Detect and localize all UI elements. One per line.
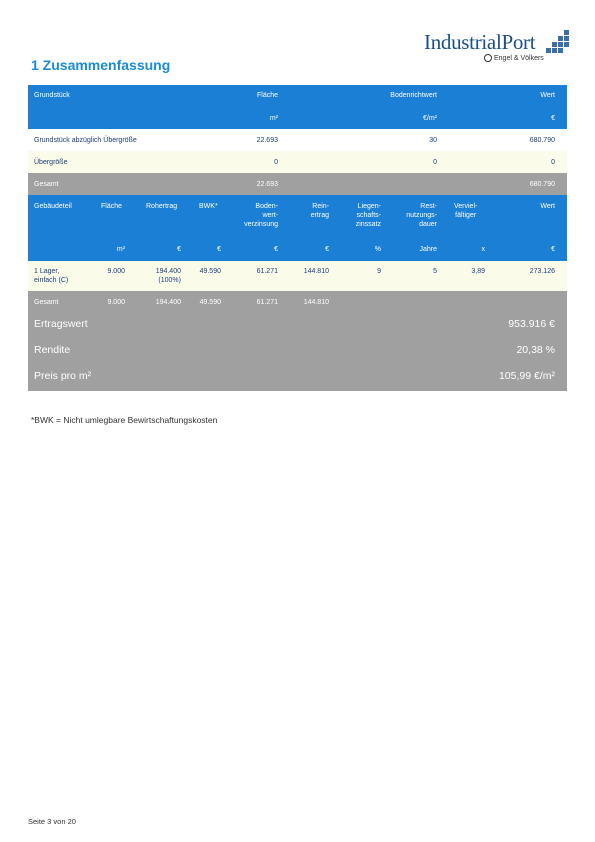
footnote: *BWK = Nicht umlegbare Bewirtschaftungskosten: [31, 415, 218, 425]
row-wert: 0: [551, 159, 555, 166]
unit-bodenrichtwert: €/m²: [423, 115, 437, 122]
unit-reinertrag: €: [325, 246, 329, 253]
row-bwk: 49.590: [199, 268, 221, 275]
row-bodenrichtwert: 0: [433, 159, 437, 166]
section-heading: 1 Zusammenfassung: [31, 57, 171, 73]
col-header-gebaeudeteil: Gebäudeteil: [34, 203, 72, 210]
logo-grid-icon: [545, 30, 569, 54]
col-header-liegenschaftszinssatz: Liegen- schafts- zinssatz: [355, 203, 381, 228]
unit-bwk: €: [217, 246, 221, 253]
summary-value: 20,38 %: [516, 344, 555, 356]
row-wert: 273.126: [529, 268, 555, 275]
logo-subline: Engel & Völkers: [484, 54, 544, 62]
col-header-flaeche: Fläche: [256, 92, 278, 99]
summary-preis-row: [28, 365, 567, 391]
col-header-bodenrichtwert: Bodenrichtwert: [390, 92, 437, 99]
page-number: Seite 3 von 20: [28, 817, 76, 826]
row-liegenschaftszinssatz: 9: [377, 268, 381, 275]
summary-label: Ertragswert: [34, 318, 88, 330]
col-header-rohertrag: Rohertrag: [146, 203, 178, 210]
row-flaeche: 9.000: [107, 268, 125, 275]
table-row: [28, 129, 567, 151]
col-header-flaeche: Fläche: [101, 203, 123, 210]
total-bwk: 49.590: [199, 299, 221, 306]
total-flaeche: 9.000: [107, 299, 125, 306]
row-gebaeudeteil: 1 Lager, einfach (C): [34, 268, 69, 284]
col-header-restnutzungsdauer: Rest- nutzungs- dauer: [406, 203, 437, 228]
unit-bodenwertverzinsung: €: [274, 246, 278, 253]
summary-rendite-row: [28, 339, 567, 365]
total-flaeche: 22.693: [256, 181, 278, 188]
unit-liegenschaftszinssatz: %: [374, 246, 381, 253]
total-bodenwertverzinsung: 61.271: [256, 299, 278, 306]
summary-label: Preis pro m²: [34, 370, 92, 382]
unit-flaeche: m²: [269, 115, 278, 122]
unit-rohertrag: €: [177, 246, 181, 253]
row-flaeche: 0: [274, 159, 278, 166]
col-header-vervielfaeltiger: Verviel- fältiger: [454, 203, 478, 219]
company-logo: [424, 30, 574, 68]
table-header-row: [28, 195, 567, 261]
col-header-bwk: BWK*: [199, 203, 218, 210]
summary-ertragswert-row: [28, 313, 567, 339]
table-header-row: [28, 85, 567, 107]
row-label: Grundstück abzüglich Übergröße: [34, 137, 137, 144]
total-wert: 680.790: [529, 181, 555, 188]
total-label: Gesamt: [34, 299, 59, 306]
col-header-bodenwertverzinsung: Boden- wert- verzinsung: [244, 203, 278, 228]
unit-wert: €: [551, 246, 555, 253]
table-total-row: [28, 173, 567, 195]
row-wert: 680.790: [529, 137, 555, 144]
col-header-wert: Wert: [540, 203, 555, 210]
unit-wert: €: [551, 115, 555, 122]
row-bodenwertverzinsung: 61.271: [256, 268, 278, 275]
unit-flaeche: m²: [116, 246, 125, 253]
logo-wordmark: IndustrialPort: [424, 30, 536, 54]
col-header-grundstueck: Grundstück: [34, 92, 70, 99]
unit-restnutzungsdauer: Jahre: [419, 246, 437, 253]
summary-value: 105,99 €/m²: [498, 370, 555, 382]
row-rohertrag: 194.400 (100%): [155, 268, 181, 284]
table-total-row: [28, 291, 567, 313]
row-label: Übergröße: [34, 159, 68, 166]
total-label: Gesamt: [34, 181, 59, 188]
row-vervielfaeltiger: 3,89: [471, 268, 485, 275]
row-restnutzungsdauer: 5: [433, 268, 437, 275]
summary-label: Rendite: [34, 344, 71, 356]
row-flaeche: 22.693: [256, 137, 278, 144]
col-header-wert: Wert: [540, 92, 555, 99]
table-row: [28, 261, 567, 291]
total-reinertrag: 144.810: [303, 299, 329, 306]
row-reinertrag: 144.810: [303, 268, 329, 275]
col-header-reinertrag: Rein- ertrag: [310, 203, 329, 219]
row-bodenrichtwert: 30: [429, 137, 437, 144]
table-units-row: [28, 107, 567, 129]
table-row: [28, 151, 567, 173]
unit-vervielfaeltiger: x: [481, 246, 485, 253]
total-rohertrag: 194.400: [155, 299, 181, 306]
summary-value: 953.916 €: [508, 318, 555, 330]
logo-seal-icon: [484, 54, 492, 62]
